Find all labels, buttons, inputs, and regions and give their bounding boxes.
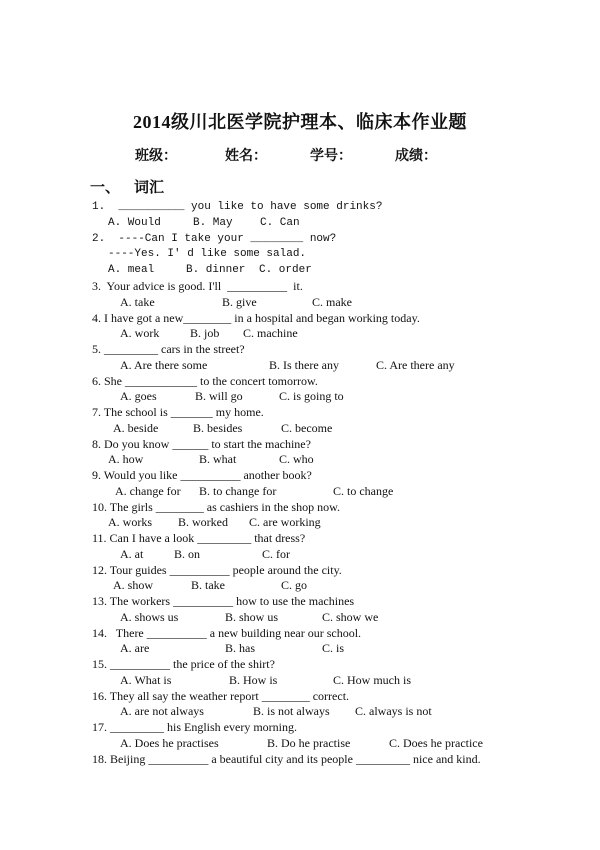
q8-option-b: B. what: [199, 452, 237, 466]
question-6-stem: 6. She ____________ to the concert tomorrow.: [92, 374, 318, 388]
question-2-stem: 2. ----Can I take your ________ now?: [92, 233, 337, 245]
q11-option-b: B. on: [174, 547, 201, 561]
q10-option-b: B. worked: [178, 515, 228, 529]
q13-option-a: A. shows us: [120, 610, 179, 624]
question-15-stem: 15. __________ the price of the shirt?: [92, 657, 275, 671]
q17-option-c: C. Does he practice: [389, 736, 483, 750]
question-11-stem: 11. Can I have a look _________ that dress?: [92, 531, 306, 545]
q1-option-a: A. Would: [108, 217, 161, 229]
q5-option-c: C. Are there any: [376, 358, 455, 372]
q8-option-a: A. how: [108, 452, 144, 466]
q11-option-c: C. for: [262, 547, 290, 561]
q9-option-b: B. to change for: [199, 484, 277, 498]
section-title: 词汇: [134, 180, 165, 196]
question-12-stem: 12. Tour guides __________ people around the city.: [92, 563, 342, 577]
q14-option-b: B. has: [225, 641, 255, 655]
q15-option-c: C. How much is: [333, 673, 411, 687]
question-13-stem: 13. The workers __________ how to use the machines: [92, 594, 355, 608]
question-4-stem: 4. I have got a new________ in a hospital and began working today.: [92, 311, 420, 325]
question-7-stem: 7. The school is _______ my home.: [92, 405, 264, 419]
q13-option-c: C. show we: [322, 610, 379, 624]
q11-option-a: A. at: [120, 547, 144, 561]
page-title: 2014级川北医学院护理本、临床本作业题: [133, 112, 467, 132]
question-17-stem: 17. _________ his English every morning.: [92, 720, 297, 734]
q10-option-a: A. works: [108, 515, 152, 529]
name-label: 姓名：: [225, 149, 267, 164]
q17-option-a: A. Does he practises: [120, 736, 219, 750]
q16-option-b: B. is not always: [253, 704, 330, 718]
q14-option-c: C. is: [322, 641, 345, 655]
q3-option-a: A. take: [120, 295, 155, 309]
q1-option-b: B. May: [193, 217, 233, 229]
q4-option-a: A. work: [120, 326, 160, 340]
q7-option-a: A. beside: [113, 421, 159, 435]
q4-option-c: C. machine: [243, 326, 298, 340]
q14-option-a: A. are: [120, 641, 150, 655]
q7-option-b: B. besides: [193, 421, 243, 435]
question-14-stem: 14. There __________ a new building near our school.: [92, 626, 362, 640]
q8-option-c: C. who: [279, 452, 314, 466]
class-label: 班级：: [135, 149, 177, 164]
q15-option-a: A. What is: [120, 673, 172, 687]
q12-option-c: C. go: [281, 578, 308, 592]
question-9-stem: 9. Would you like __________ another book?: [92, 468, 312, 482]
q16-option-a: A. are not always: [120, 704, 204, 718]
q5-option-a: A. Are there some: [120, 358, 208, 372]
q6-option-b: B. will go: [195, 389, 243, 403]
q2-option-b: B. dinner: [186, 264, 246, 276]
q10-option-c: C. are working: [249, 515, 321, 529]
question-8-stem: 8. Do you know ______ to start the machine?: [92, 437, 311, 451]
q12-option-b: B. take: [191, 578, 225, 592]
q16-option-c: C. always is not: [355, 704, 432, 718]
q9-option-c: C. to change: [333, 484, 394, 498]
q6-option-c: C. is going to: [279, 389, 344, 403]
score-label: 成绩：: [395, 149, 437, 164]
q6-option-a: A. goes: [120, 389, 157, 403]
q2-option-c: C. order: [259, 264, 312, 276]
question-5-stem: 5. _________ cars in the street?: [92, 342, 245, 356]
q9-option-a: A. change for: [115, 484, 181, 498]
question-3-stem: 3. Your advice is good. I'll __________ it.: [92, 279, 303, 293]
question-10-stem: 10. The girls ________ as cashiers in the shop now.: [92, 500, 340, 514]
q3-option-c: C. make: [312, 295, 352, 309]
q12-option-a: A. show: [113, 578, 154, 592]
q3-option-b: B. give: [222, 295, 257, 309]
q4-option-b: B. job: [190, 326, 220, 340]
section-number: 一、: [90, 180, 121, 196]
question-2-stem-reply: ----Yes. I' d like some salad.: [108, 248, 307, 260]
q13-option-b: B. show us: [225, 610, 279, 624]
q2-option-a: A. meal: [108, 264, 155, 276]
q5-option-b: B. Is there any: [269, 358, 339, 372]
q7-option-c: C. become: [281, 421, 333, 435]
question-18-stem: 18. Beijing __________ a beautiful city and its people _________ nice and kind.: [92, 752, 481, 766]
q17-option-b: B. Do he practise: [267, 736, 351, 750]
question-1-stem: 1. __________ you like to have some drinks?: [92, 201, 383, 213]
section-heading: [90, 176, 164, 197]
q15-option-b: B. How is: [229, 673, 278, 687]
question-16-stem: 16. They all say the weather report ________ correct.: [92, 689, 350, 703]
q1-option-c: C. Can: [260, 217, 300, 229]
student-id-label: 学号：: [310, 149, 352, 164]
